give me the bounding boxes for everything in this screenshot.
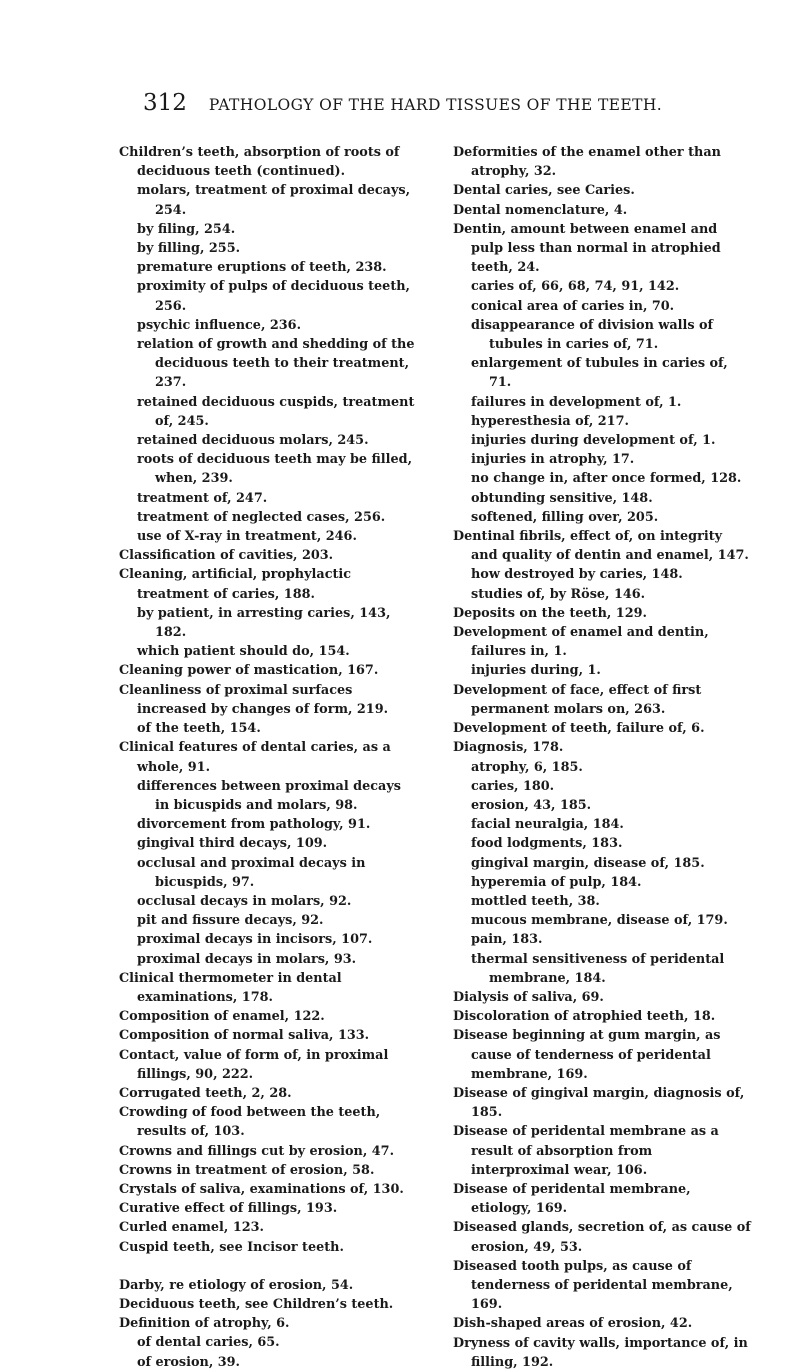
index-entry: Deformities of the enamel other than atrophy, 32.: [453, 145, 721, 180]
index-subentry: of the teeth, 154.: [137, 721, 261, 737]
index-entry: Crowding of food between the teeth, results of, 103.: [119, 1105, 381, 1140]
index-column-right: [453, 143, 751, 1372]
index-entry: Diagnosis, 178.: [453, 740, 564, 756]
index-entry: Development of enamel and dentin, failures in, 1.: [453, 625, 709, 660]
index-entry: Deciduous teeth, see Children’s teeth.: [119, 1296, 394, 1312]
index-subentry: premature eruptions of teeth, 238.: [137, 260, 387, 276]
index-subentry: retained deciduous cuspids, treatment of, 245.: [137, 394, 415, 429]
index-subentry: proximity of pulps of deciduous teeth, 256.: [137, 279, 410, 314]
index-entry: Clinical features of dental caries, as a whole, 91.: [119, 740, 391, 775]
index-entry: Curled enamel, 123.: [119, 1220, 264, 1236]
index-entry: Dental nomenclature, 4.: [453, 202, 628, 218]
index-entry: Deposits on the teeth, 129.: [453, 605, 647, 621]
section-gap: [119, 1257, 417, 1276]
index-subentry: molars, treatment of proximal decays, 254.: [137, 183, 411, 218]
index-entry: Curative effect of fillings, 193.: [119, 1201, 338, 1217]
index-entry: Dental caries, see Caries.: [453, 183, 635, 199]
index-entry: Dialysis of saliva, 69.: [453, 989, 604, 1005]
index-subentry: erosion, 43, 185.: [471, 797, 592, 813]
index-entry: Discoloration of atrophied teeth, 18.: [453, 1009, 716, 1025]
index-subentry: disappearance of division walls of tubules in caries of, 71.: [471, 317, 714, 353]
index-subentry: no change in, after once formed, 128.: [471, 471, 742, 487]
index-entry: Diseased glands, secretion of, as cause of erosion, 49, 53.: [453, 1220, 751, 1255]
index-subentry: which patient should do, 154.: [137, 644, 350, 660]
index-entry: Dentin, amount between enamel and pulp less than normal in atrophied teeth, 24.: [453, 221, 721, 276]
index-subentry: relation of growth and shedding of the deciduous teeth to their treatment, 237.: [137, 337, 415, 391]
index-entry: Cleanliness of proximal surfaces increased by changes of form, 219.: [119, 682, 389, 717]
index-subentry: retained deciduous molars, 245.: [137, 433, 369, 449]
index-subentry: proximal decays in molars, 93.: [137, 951, 357, 967]
index-subentry: treatment of neglected cases, 256.: [137, 509, 386, 525]
index-entry: Composition of enamel, 122.: [119, 1009, 325, 1025]
index-subentry: roots of deciduous teeth may be filled, when, 239.: [137, 452, 413, 487]
index-entry: Corrugated teeth, 2, 28.: [119, 1085, 292, 1101]
index-entry: Children’s teeth, absorption of roots of deciduous teeth (continued).: [119, 145, 400, 180]
index-subentry: use of X-ray in treatment, 246.: [137, 529, 357, 545]
index-entry: Cleaning, artificial, prophylactic treatment of caries, 188.: [119, 567, 352, 602]
index-entry: Darby, re etiology of erosion, 54.: [119, 1277, 354, 1293]
index-subentry: caries of, 66, 68, 74, 91, 142.: [471, 279, 680, 295]
index-subentry: conical area of caries in, 70.: [471, 298, 675, 314]
index-subentry: failures in development of, 1.: [471, 394, 682, 410]
index-entry: Diseased tooth pulps, as cause of tenderness of peridental membrane, 169.: [453, 1258, 733, 1313]
page-number: 312: [143, 90, 187, 116]
index-subentry: occlusal and proximal decays in bicuspids, 97.: [137, 855, 366, 890]
index-entry: Development of face, effect of first permanent molars on, 263.: [453, 682, 702, 717]
index-column-left: [119, 143, 417, 1372]
index-subentry: injuries during, 1.: [471, 663, 601, 679]
index-subentry: proximal decays in incisors, 107.: [137, 932, 373, 948]
index-entry: Contact, value of form of, in proximal fillings, 90, 222.: [119, 1047, 389, 1082]
running-title: PATHOLOGY OF THE HARD TISSUES OF THE TEETH.: [208, 96, 663, 114]
index-entry: Dentinal fibrils, effect of, on integrity and quality of dentin and enamel, 147.: [453, 529, 749, 564]
index-subentry: gingival third decays, 109.: [137, 836, 328, 852]
index-subentry: differences between proximal decays in bicuspids and molars, 98.: [137, 778, 401, 813]
index-subentry: pain, 183.: [471, 932, 543, 948]
index-subentry: by filing, 254.: [137, 221, 236, 237]
index-entry: Disease of gingival margin, diagnosis of, 185.: [453, 1085, 745, 1121]
index-subentry: obtunding sensitive, 148.: [471, 490, 653, 506]
index-entry: Disease of peridental membrane, etiology, 169.: [453, 1181, 691, 1217]
index-subentry: softened, filling over, 205.: [471, 509, 659, 525]
index-subentry: facial neuralgia, 184.: [471, 817, 624, 833]
index-subentry: studies of, by Röse, 146.: [471, 586, 646, 602]
index-subentry: of dental caries, 65.: [137, 1335, 280, 1351]
index-subentry: atrophy, 6, 185.: [471, 759, 583, 775]
index-subentry: treatment of, 247.: [137, 490, 268, 506]
index-entry: Dish-shaped areas of erosion, 42.: [453, 1316, 693, 1332]
index-entry: Crowns in treatment of erosion, 58.: [119, 1162, 375, 1178]
index-subentry: thermal sensitiveness of peridental membrane, 184.: [471, 951, 725, 986]
index-entry: Crowns and fillings cut by erosion, 47.: [119, 1143, 395, 1159]
index-subentry: pit and fissure decays, 92.: [137, 913, 324, 929]
index-entry: Cuspid teeth, see Incisor teeth.: [119, 1239, 344, 1255]
index-entry: Classification of cavities, 203.: [119, 548, 334, 564]
index-subentry: hyperesthesia of, 217.: [471, 413, 629, 429]
index-subentry: mottled teeth, 38.: [471, 893, 600, 909]
index-entry: Crystals of saliva, examinations of, 130.: [119, 1181, 404, 1197]
index-subentry: injuries during development of, 1.: [471, 433, 716, 449]
index-subentry: enlargement of tubules in caries of, 71.: [471, 356, 728, 391]
index-subentry: hyperemia of pulp, 184.: [471, 874, 642, 890]
index-entry: Dryness of cavity walls, importance of, in filling, 192.: [453, 1335, 748, 1370]
index-entry: Development of teeth, failure of, 6.: [453, 721, 705, 737]
index-subentry: injuries in atrophy, 17.: [471, 452, 635, 468]
index-subentry: how destroyed by caries, 148.: [471, 567, 683, 583]
index-subentry: gingival margin, disease of, 185.: [471, 855, 705, 871]
index-subentry: divorcement from pathology, 91.: [137, 817, 371, 833]
index-entry: Cleaning power of mastication, 167.: [119, 663, 379, 679]
index-subentry: occlusal decays in molars, 92.: [137, 893, 352, 909]
index-entry: Disease of peridental membrane as a result of absorption from interproximal wear, 106.: [453, 1124, 719, 1178]
index-entry: Definition of atrophy, 6.: [119, 1316, 290, 1332]
index-subentry: psychic influence, 236.: [137, 317, 302, 333]
index-subentry: food lodgments, 183.: [471, 836, 623, 852]
index-entry: Composition of normal saliva, 133.: [119, 1028, 370, 1044]
index-entry: Disease beginning at gum margin, as cause of tenderness of peridental membrane, 169.: [453, 1028, 721, 1082]
index-subentry: caries, 180.: [471, 778, 555, 794]
index-entry: Clinical thermometer in dental examinations, 178.: [119, 970, 342, 1005]
page-header: [143, 90, 743, 116]
index-subentry: by patient, in arresting caries, 143, 182.: [137, 605, 391, 641]
index-subentry: by filling, 255.: [137, 241, 241, 257]
index-subentry: mucous membrane, disease of, 179.: [471, 913, 728, 929]
index-subentry: of erosion, 39.: [137, 1354, 240, 1370]
